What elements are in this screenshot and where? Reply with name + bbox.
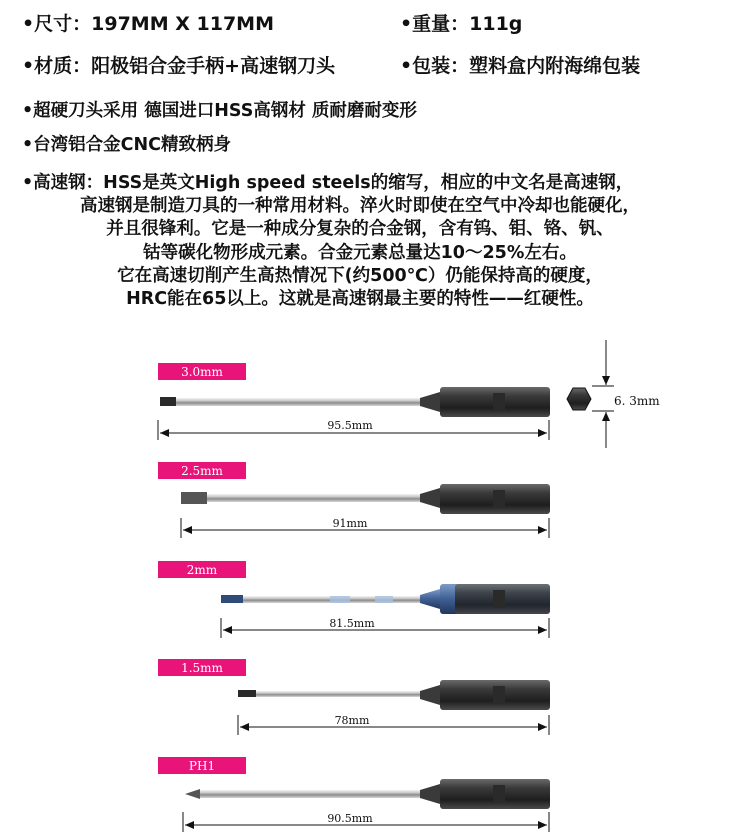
hss-line-2: 高速钢是制造刀具的一种常用材料。淬火时即使在空气中冷却也能硬化， — [80, 196, 640, 216]
feature-handle: •台湾铝合金CNC精致柄身 — [22, 135, 232, 155]
bit-length-label: 81.5mm — [329, 617, 375, 630]
bit-3-0mm — [158, 363, 550, 440]
bit-length-label: 90.5mm — [327, 812, 373, 825]
bit-size-label: PH1 — [188, 759, 216, 773]
bit-size-label: 2.5mm — [181, 464, 223, 478]
bit-ph1 — [158, 757, 550, 832]
hss-line-4: 钴等碳化物形成元素。合金元素总量达10～25%左右。 — [143, 242, 577, 263]
bit-size-label: 2mm — [186, 563, 218, 577]
hss-line-3: 并且很锋利。它是一种成分复杂的合金钢，含有钨、钼、铬、钒、 — [106, 219, 614, 240]
bit-2-5mm — [158, 462, 550, 538]
hex-shank-end-view — [567, 340, 660, 448]
bit-length-label: 91mm — [332, 517, 368, 530]
hss-line-6: HRC能在65以上。这就是高速钢最主要的特性——红硬性。 — [126, 289, 594, 310]
hss-line-1: •高速钢：HSS是英文High speed steels的缩写，相应的中文名是高速钢， — [22, 173, 634, 193]
spec-material: •材质：阳极铝合金手柄+高速钢刀头 — [22, 55, 336, 77]
bit-2mm — [158, 561, 550, 638]
spec-weight: •重量：111g — [400, 13, 523, 35]
bit-size-label: 3.0mm — [181, 365, 223, 379]
bit-length-label: 78mm — [334, 714, 370, 727]
feature-blade: •超硬刀头采用 德国进口HSS高钢材 质耐磨耐变形 — [22, 101, 417, 121]
bit-size-label: 1.5mm — [181, 661, 223, 675]
spec-packaging: •包装：塑料盒内附海绵包装 — [400, 55, 641, 77]
spec-size: •尺寸：197MM X 117MM — [22, 13, 274, 35]
bit-length-label: 95.5mm — [327, 419, 373, 432]
bit-1-5mm — [158, 659, 550, 735]
hss-line-5: 它在高速切削产生高热情况下(约500℃）仍能保持高的硬度， — [117, 265, 603, 286]
hex-shank-label: 6. 3mm — [614, 394, 660, 408]
